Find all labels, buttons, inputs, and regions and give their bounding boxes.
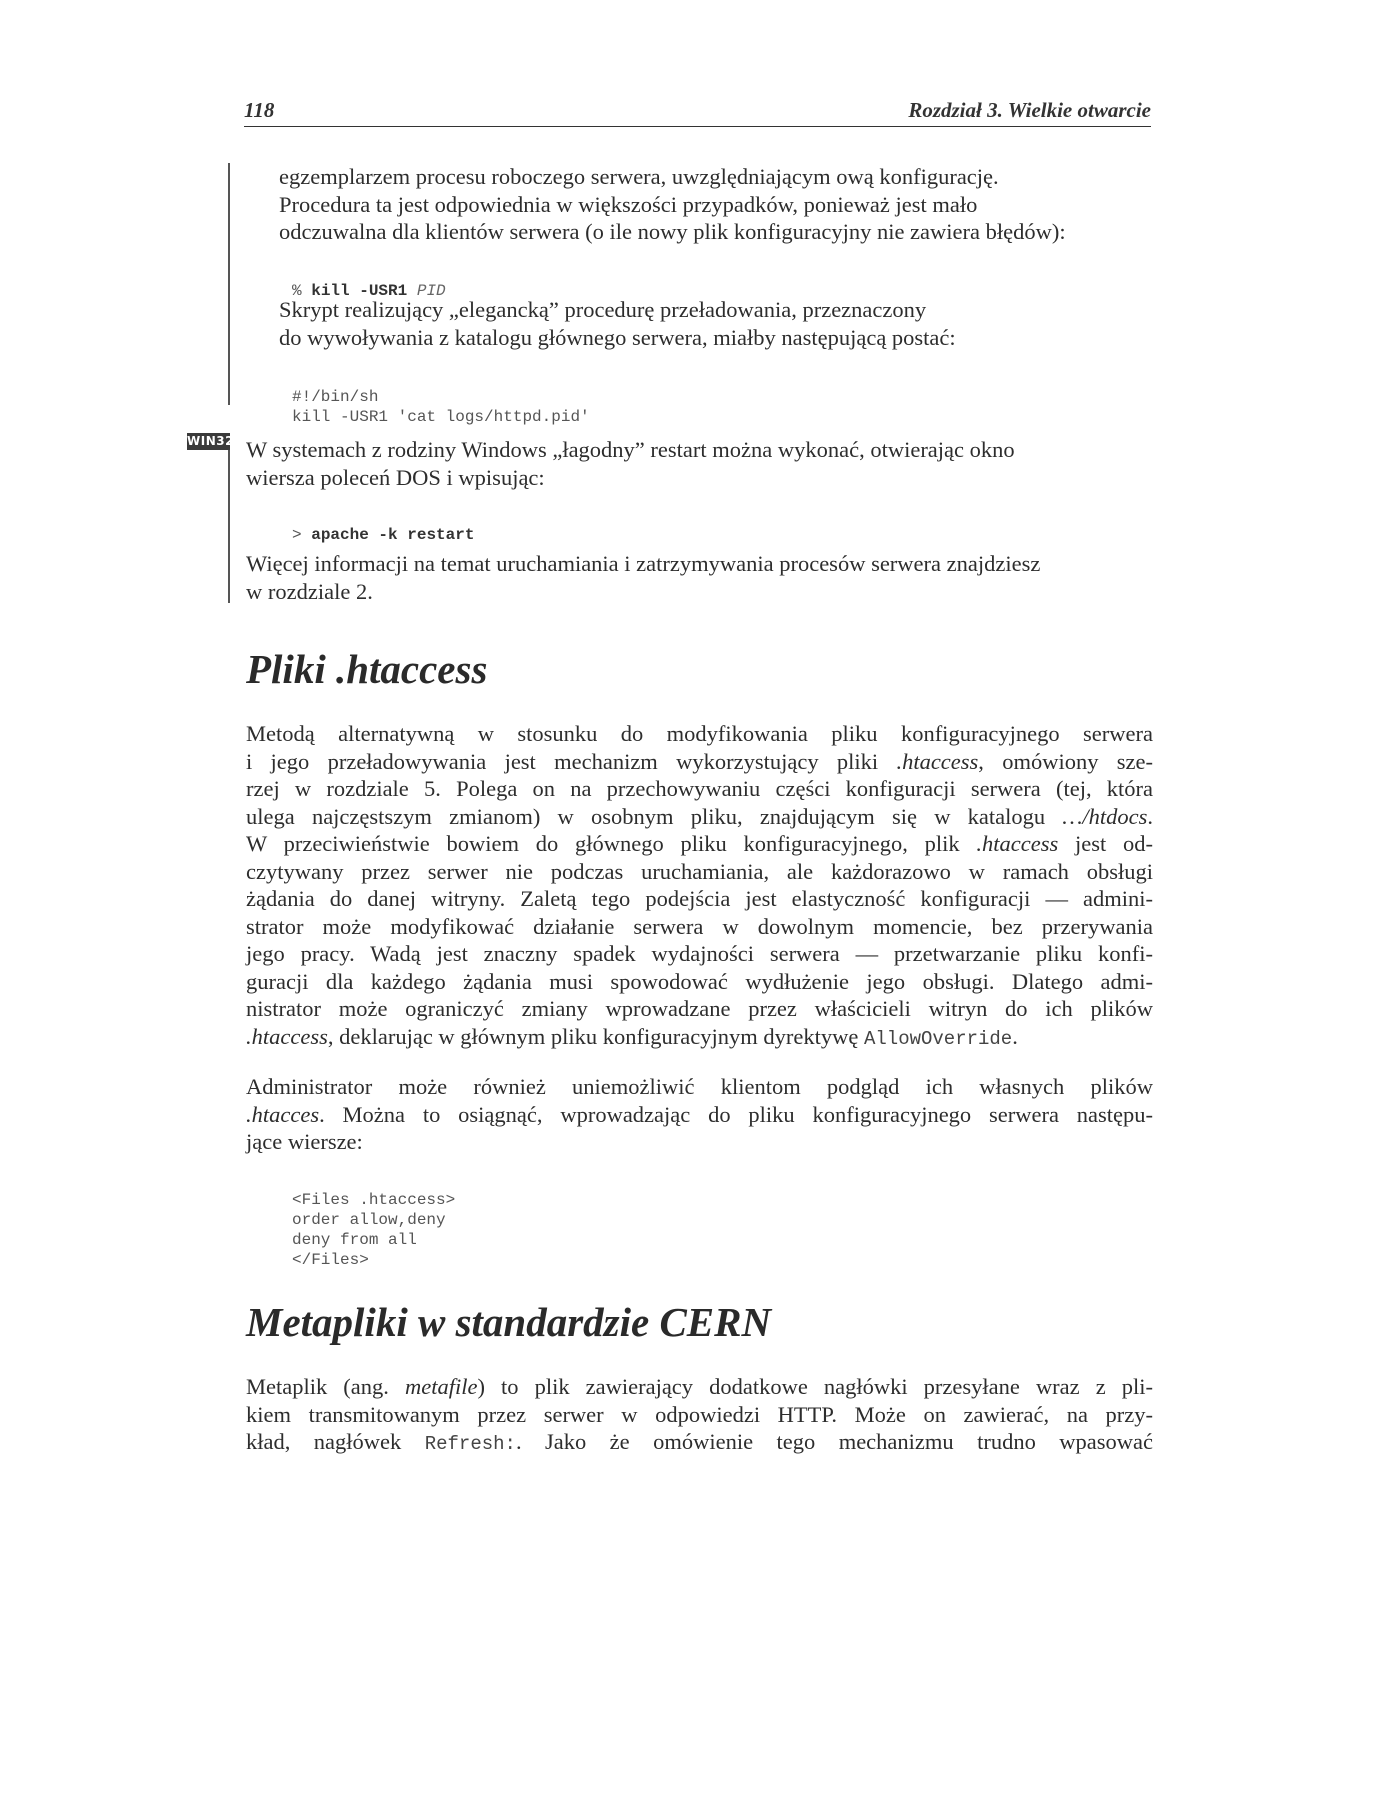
- text-line: Więcej informacji na temat uruchamiania i zatrzymywania procesów serwera znajdziesz: [246, 551, 1041, 576]
- paragraph-metafile: [246, 1373, 1153, 1459]
- text-line: Metodą alternatywną w stosunku do modyfikowania pliku konfiguracyjnego serwera: [246, 721, 1153, 746]
- text-line: ulega najczęstszym zmianom) w osobnym pliku, znajdującym się w katalogu …/htdocs.: [246, 803, 1153, 829]
- page-number: 118: [244, 98, 275, 122]
- text-line: w rozdziale 2.: [246, 578, 373, 604]
- command-kill: [292, 261, 446, 301]
- text-line: .htaccess, deklarując w głównym pliku konfiguracyjnym dyrektywę AllowOverride.: [246, 1023, 1018, 1050]
- paragraph-more-info: [246, 550, 1156, 605]
- code-line: deny from all: [292, 1231, 417, 1249]
- text-line: kiem transmitowanym przez serwer w odpowiedzi HTTP. Może on zawierać, na przy-: [246, 1401, 1153, 1427]
- code-line: kill -USR1 'cat logs/httpd.pid': [292, 408, 590, 426]
- text-line: W przeciwieństwie bowiem do głównego pliku konfiguracyjnego, plik .htaccess jest od-: [246, 831, 1153, 856]
- command-argument: PID: [416, 282, 446, 300]
- margin-bar-top: [228, 163, 230, 405]
- code-line: </Files>: [292, 1251, 369, 1269]
- text-line: jące wiersze:: [246, 1129, 363, 1154]
- text-line: Administrator może również uniemożliwić klientom podgląd ich własnych plików: [246, 1074, 1153, 1099]
- paragraph-admin: [246, 1073, 1153, 1156]
- paragraph-reload: [279, 163, 1159, 246]
- code-line: #!/bin/sh: [292, 388, 379, 406]
- text-line: rzej w rozdziale 5. Polega on na przechowywaniu części konfiguracji serwera (tej, która: [246, 776, 1153, 801]
- text-line: Metaplik (ang. metafile) to plik zawierający dodatkowe nagłówki przesyłane wraz z pli-: [246, 1374, 1154, 1399]
- text-line: żądania do danej witryny. Zaletą tego podejścia jest elastyczność konfiguracji — admini-: [246, 886, 1153, 911]
- text-line: nistrator może ograniczyć zmiany wprowadzane przez właścicieli witryn do ich plików: [246, 996, 1153, 1021]
- shell-prompt: %: [292, 282, 302, 300]
- text-line: W systemach z rodziny Windows „łagodny” restart można wykonać, otwierając okno: [246, 437, 1015, 462]
- inline-code: Refresh:: [424, 1433, 516, 1455]
- code-line: <Files .htaccess>: [292, 1191, 456, 1209]
- section-heading-cern: Metapliki w standardzie CERN: [246, 1299, 772, 1345]
- text-line: i jego przeładowywania jest mechanizm wykorzystujący pliki .htaccess, omówiony sze-: [246, 748, 1153, 774]
- running-header: [244, 98, 1151, 127]
- command-text: apache -k restart: [311, 526, 475, 544]
- text-line: egzemplarzem procesu roboczego serwera, uwzględniającym ową konfigurację.: [279, 164, 999, 189]
- script-listing: [292, 367, 590, 427]
- chapter-title: Rozdział 3. Wielkie otwarcie: [908, 98, 1151, 122]
- text-line: czytywany przez serwer nie podczas uruchamiania, ale każdorazowo w ramach obsługi: [246, 858, 1153, 884]
- paragraph-windows-restart: [246, 436, 1156, 491]
- win32-badge: WIN32: [187, 434, 234, 448]
- files-directive-listing: [292, 1170, 455, 1270]
- text-line: do wywoływania z katalogu głównego serwera, miałby następującą postać:: [279, 324, 956, 350]
- margin-bar-win32: [228, 433, 230, 603]
- inline-code: AllowOverride: [863, 1027, 1013, 1050]
- paragraph-htaccess: [246, 720, 1153, 1053]
- text-line: kład, nagłówek Refresh:. Jako że omówienie tego mechanizmu trudno wpasować: [246, 1429, 1153, 1455]
- text-line: jego pracy. Wadą jest znaczny spadek wydajności serwera — przetwarzanie pliku konfi-: [246, 941, 1153, 966]
- text-line: Skrypt realizujący „elegancką” procedurę przeładowania, przeznaczony: [279, 297, 927, 322]
- paragraph-script-intro: [279, 296, 1159, 351]
- code-line: order allow,deny: [292, 1211, 446, 1229]
- text-line: odczuwalna dla klientów serwera (o ile nowy plik konfiguracyjny nie zawiera błędów):: [279, 219, 1066, 244]
- command-text: kill -USR1: [311, 282, 408, 300]
- text-line: Procedura ta jest odpowiednia w większości przypadków, ponieważ jest mało: [279, 191, 978, 217]
- text-line: wiersza poleceń DOS i wpisując:: [246, 464, 545, 490]
- command-apache: [292, 505, 474, 545]
- text-line: strator może modyfikować działanie serwera w dowolnym momencie, bez przerywania: [246, 913, 1153, 939]
- shell-prompt: >: [292, 526, 302, 544]
- text-line: guracji dla każdego żądania musi spowodować wydłużenie jego obsługi. Dlatego admi-: [246, 968, 1153, 994]
- text-line: .htacces. Można to osiągnąć, wprowadzając do pliku konfiguracyjnego serwera następu-: [246, 1101, 1153, 1127]
- section-heading-htaccess: Pliki .htaccess: [246, 646, 488, 692]
